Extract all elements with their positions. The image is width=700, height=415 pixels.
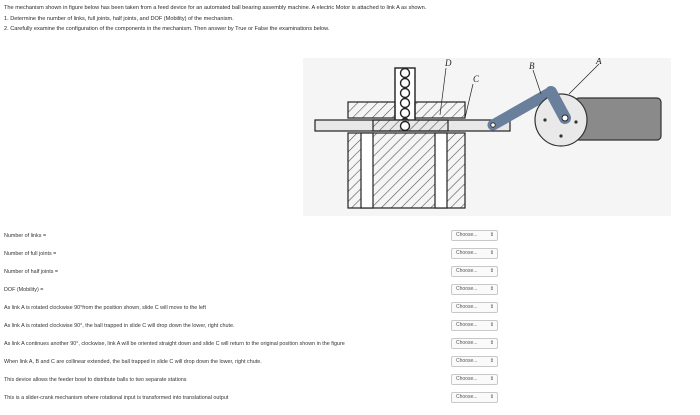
select-arrow-icon: ⇕ [489,268,494,274]
answer-select-9[interactable] [451,374,498,385]
answer-select-5[interactable] [451,302,498,313]
electric-motor [575,98,661,140]
label-a: A [596,58,602,66]
question-label-6: As link A is rotated clockwise 90°, the ball trapped in slide C will drop down the lower, right chute. [4,323,235,329]
question-label-5: As link A is rotated clockwise 90°from the position shown, slide C will move to the left [4,305,206,311]
leader-b [533,70,541,94]
question-label-3: Number of half joints = [4,269,59,275]
answer-value-1: Choose... [456,232,478,238]
label-b: B [529,61,535,71]
question-label-7: As link A continues another 90°, clockwise, link A will be oriented straight down and slide C will return to the original position shown in the figure [4,341,345,347]
left-chute [361,133,373,208]
mechanism-figure [303,58,671,216]
select-arrow-icon: ⇕ [489,304,494,310]
instructions [4,3,694,35]
select-arrow-icon: ⇕ [489,322,494,328]
select-arrow-icon: ⇕ [489,340,494,346]
select-arrow-icon: ⇕ [489,358,494,364]
answer-value-5: Choose... [456,304,478,310]
instructions-line-1: The mechanism shown in figure below has been taken from a feed device for an automated ball bearing assembly machine. A electric Motor is attached to link A as shown. [4,5,427,11]
question-label-2: Number of full joints = [4,251,57,257]
answer-select-2[interactable] [451,248,498,259]
answer-value-8: Choose... [456,358,478,364]
upper-left-block [348,102,395,118]
answer-select-10[interactable] [451,392,498,403]
select-arrow-icon: ⇕ [489,250,494,256]
answer-select-3[interactable] [451,266,498,277]
upper-right-block [415,102,465,118]
answer-select-8[interactable] [451,356,498,367]
label-c: C [473,74,480,84]
answer-value-7: Choose... [456,340,478,346]
mechanism-drawing [303,58,671,216]
select-arrow-icon: ⇕ [489,286,494,292]
answer-value-10: Choose... [456,394,478,400]
leader-c [465,84,473,118]
question-label-8: When link A, B and C are collinear extended, the ball trapped in slide C will drop down the lower, right chute. [4,359,262,365]
instructions-line-3: 2. Carefully examine the configuration of the components in the mechanism. Then answer by True or False the examinations below. [4,26,330,32]
label-d: D [445,58,452,68]
answer-select-7[interactable] [451,338,498,349]
select-arrow-icon: ⇕ [489,232,494,238]
answer-select-6[interactable] [451,320,498,331]
select-arrow-icon: ⇕ [489,376,494,382]
right-chute [435,133,447,208]
answer-value-6: Choose... [456,322,478,328]
answer-select-1[interactable] [451,230,498,241]
select-arrow-icon: ⇕ [489,394,494,400]
answer-value-3: Choose... [456,268,478,274]
question-label-1: Number of links = [4,233,47,239]
answer-value-2: Choose... [456,250,478,256]
question-label-9: This device allows the feeder bowl to distribute balls to two separate stations [4,377,187,383]
leader-a [569,64,599,94]
question-label-10: This is a slider-crank mechanism where rotational input is transformed into translational output [4,395,229,401]
instructions-line-2: 1. Determine the number of links, full joints, half joints, and DOF (Mobility) of the mechanism. [4,15,234,22]
trapped-ball [401,122,410,131]
answer-value-4: Choose... [456,286,478,292]
slide-c [373,120,448,131]
answer-value-9: Choose... [456,376,478,382]
answer-select-4[interactable] [451,284,498,295]
question-label-4: DOF (Mobility) = [4,287,44,293]
